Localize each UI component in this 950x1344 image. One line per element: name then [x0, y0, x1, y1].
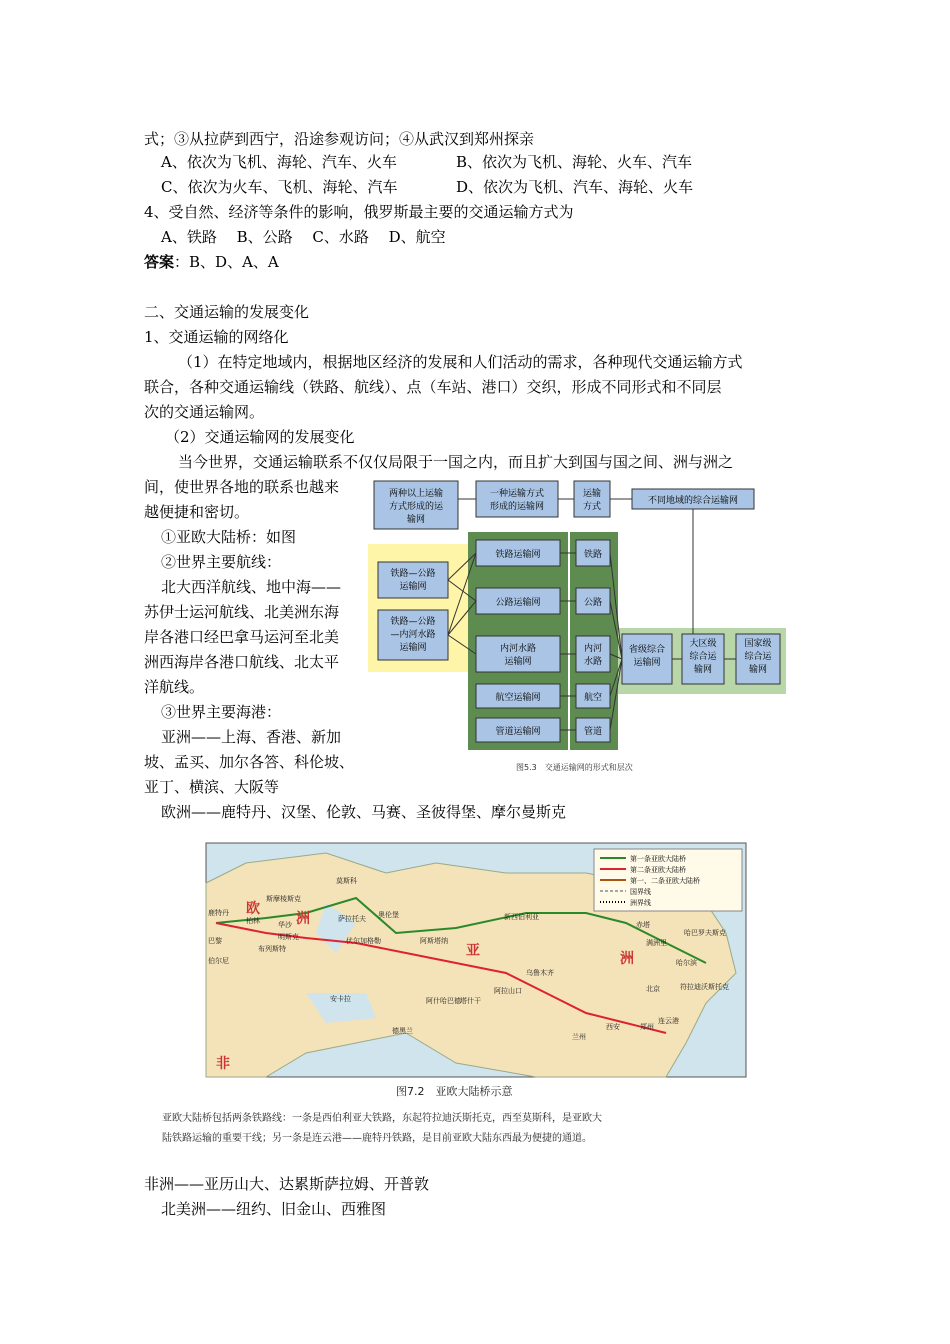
- svg-text:阿什哈巴德: 阿什哈巴德: [426, 997, 461, 1005]
- mode-label: 内河水路: [583, 644, 603, 667]
- network-label: 管道运输网: [495, 727, 541, 737]
- mode-label: 公路: [583, 598, 603, 608]
- svg-text:塔什干: 塔什干: [460, 997, 481, 1005]
- paragraph-line: （2）交通运输网的发展变化: [165, 428, 355, 446]
- header-1-text: 两种以上运输方式形成的运输网: [388, 489, 444, 525]
- svg-text:鹿特丹: 鹿特丹: [208, 909, 229, 917]
- subsection-heading: 1、交通运输的网络化: [144, 328, 289, 346]
- header-4-text: 不同地域的综合运输网: [647, 496, 739, 506]
- legend-label: 第一、二条亚欧大陆桥: [630, 877, 700, 885]
- svg-text:符拉迪沃斯托克: 符拉迪沃斯托克: [680, 983, 729, 991]
- svg-text:国家级综合运输网: 国家级综合运输网: [744, 639, 772, 675]
- svg-text:洲: 洲: [296, 911, 310, 927]
- svg-text:安卡拉: 安卡拉: [330, 995, 351, 1003]
- option-d: D、依次为飞机、汽车、海轮、火车: [456, 178, 694, 196]
- map-note-line: 陆铁路运输的重要干线；另一条是连云港——鹿特丹铁路，是目前亚欧大陆东西最为便捷的通道。: [162, 1133, 592, 1144]
- paragraph-line: 北美洲——纽约、旧金山、西雅图: [161, 1200, 387, 1218]
- paragraph-line: 亚丁、横滨、大阪等: [144, 778, 280, 796]
- legend-label: 洲界线: [630, 899, 651, 907]
- paragraph-line: ②世界主要航线：: [161, 553, 282, 571]
- diagram-caption: 图5.3 交通运输网的形式和层次: [516, 763, 633, 772]
- svg-text:莫斯科: 莫斯科: [336, 877, 357, 885]
- svg-text:奥伦堡: 奥伦堡: [378, 911, 399, 919]
- legend-label: 第二条亚欧大陆桥: [630, 866, 686, 874]
- svg-text:欧: 欧: [246, 901, 260, 917]
- network-label: 内河水路运输网: [499, 644, 537, 667]
- paragraph-line: 苏伊士运河航线、北美洲东海: [144, 603, 340, 621]
- svg-text:萨拉托夫: 萨拉托夫: [338, 915, 366, 923]
- svg-text:伯尔尼: 伯尔尼: [208, 957, 229, 965]
- paragraph-line: 越便捷和密切。: [144, 503, 250, 521]
- mode-label: 管道: [583, 727, 603, 737]
- paragraph-line: 北大西洋航线、地中海——: [161, 578, 342, 596]
- svg-text:郑州: 郑州: [640, 1023, 654, 1031]
- svg-text:哈尔滨: 哈尔滨: [676, 959, 697, 967]
- question4-options: A、铁路 B、公路 C、水路 D、航空: [161, 228, 446, 246]
- network-label: 铁路运输网: [495, 550, 541, 560]
- rail-road-river-network-text: 铁路—公路—内河水路运输网: [390, 617, 436, 653]
- paragraph-line: 联合，各种交通运输线（铁路、航线）、点（车站、港口）交织，形成不同形式和不同层: [144, 378, 722, 396]
- paragraph-line: 间，使世界各地的联系也越来: [144, 478, 340, 496]
- svg-text:布列斯特: 布列斯特: [258, 945, 286, 953]
- legend-label: 第一条亚欧大陆桥: [630, 855, 686, 863]
- paragraph-line: 次的交通运输网。: [144, 403, 265, 421]
- header-3-text: 运输方式: [582, 489, 602, 512]
- map-note-line: 亚欧大陆桥包括两条铁路线：一条是西伯利亚大铁路，东起符拉迪沃斯托克，西至莫斯科，是亚欧大: [162, 1113, 602, 1124]
- eurasian-land-bridge-map: [162, 843, 746, 1153]
- svg-text:哈巴罗夫斯克: 哈巴罗夫斯克: [684, 929, 726, 937]
- svg-text:柏林: 柏林: [246, 917, 260, 925]
- svg-text:阿斯塔纳: 阿斯塔纳: [420, 937, 448, 945]
- option-c: C、依次为火车、飞机、海轮、汽车: [161, 178, 398, 196]
- mode-label: 航空: [583, 693, 603, 703]
- paragraph-line: （1）在特定地域内，根据地区经济的发展和人们活动的需求，各种现代交通运输方式: [178, 353, 743, 371]
- svg-text:伏尔加格勒: 伏尔加格勒: [346, 937, 381, 945]
- paragraph-line: 亚洲——上海、香港、新加: [161, 728, 342, 746]
- rail-road-network-box: [378, 562, 448, 598]
- svg-text:省级综合运输网: 省级综合运输网: [628, 645, 666, 668]
- paragraph-line: 岸各港口经巴拿马运河至北美: [144, 628, 340, 646]
- map-caption: 图7.2 亚欧大陆桥示意: [396, 1085, 513, 1098]
- paragraph-line: ③世界主要海港：: [161, 703, 282, 721]
- svg-text:明斯克: 明斯克: [278, 933, 299, 941]
- paragraph-line: 当今世界，交通运输联系不仅仅局限于一国之内，而且扩大到国与国之间、洲与洲之: [178, 453, 734, 471]
- svg-text:巴黎: 巴黎: [208, 937, 222, 945]
- svg-text:非: 非: [216, 1056, 230, 1072]
- question3-tail: 式；③从拉萨到西宁，沿途参观访问；④从武汉到郑州探亲: [144, 130, 535, 148]
- svg-text:洲: 洲: [620, 951, 634, 967]
- transport-network-diagram: [366, 478, 788, 778]
- svg-text:亚: 亚: [466, 943, 480, 959]
- svg-text:斯摩棱斯克: 斯摩棱斯克: [266, 895, 301, 903]
- question4: 4、受自然、经济等条件的影响，俄罗斯最主要的交通运输方式为: [144, 203, 574, 221]
- svg-text:大区级综合运输网: 大区级综合运输网: [689, 639, 717, 675]
- svg-text:乌鲁木齐: 乌鲁木齐: [526, 969, 554, 977]
- paragraph-line: 欧洲——鹿特丹、汉堡、伦敦、马赛、圣彼得堡、摩尔曼斯克: [161, 803, 567, 821]
- paragraph-line: 洋航线。: [144, 678, 205, 696]
- mode-label: 铁路: [583, 550, 603, 560]
- paragraph-line: 非洲——亚历山大、达累斯萨拉姆、开普敦: [144, 1175, 430, 1193]
- network-label: 航空运输网: [495, 693, 541, 703]
- svg-text:满洲里: 满洲里: [646, 939, 667, 947]
- svg-text:华沙: 华沙: [278, 921, 292, 929]
- answer-label: 答案: [144, 253, 175, 271]
- svg-text:新西伯利亚: 新西伯利亚: [504, 913, 539, 921]
- svg-text:连云港: 连云港: [658, 1017, 679, 1025]
- svg-text:赤塔: 赤塔: [636, 921, 650, 929]
- section-heading: 二、交通运输的发展变化: [144, 303, 310, 321]
- option-a: A、依次为飞机、海轮、汽车、火车: [161, 153, 397, 171]
- svg-text:阿拉山口: 阿拉山口: [494, 987, 522, 995]
- header-2-text: 一种运输方式形成的运输网: [489, 489, 545, 512]
- answer-line: [144, 252, 279, 272]
- paragraph-line: ①亚欧大陆桥：如图: [161, 528, 297, 546]
- svg-text:德黑兰: 德黑兰: [392, 1027, 413, 1035]
- paragraph-line: 坡、孟买、加尔各答、科伦坡、: [144, 753, 355, 771]
- regional-networks: [622, 634, 780, 684]
- svg-text:西安: 西安: [606, 1023, 620, 1031]
- network-label: 公路运输网: [495, 598, 541, 608]
- rail-road-network-text: 铁路—公路运输网: [390, 569, 436, 592]
- answer-value: ：B、D、A、A: [174, 253, 279, 271]
- paragraph-line: 洲西海岸各港口航线、北太平: [144, 653, 340, 671]
- svg-text:兰州: 兰州: [572, 1033, 586, 1041]
- legend-label: 国界线: [630, 888, 651, 896]
- option-b: B、依次为飞机、海轮、火车、汽车: [456, 153, 693, 171]
- svg-text:北京: 北京: [646, 985, 660, 993]
